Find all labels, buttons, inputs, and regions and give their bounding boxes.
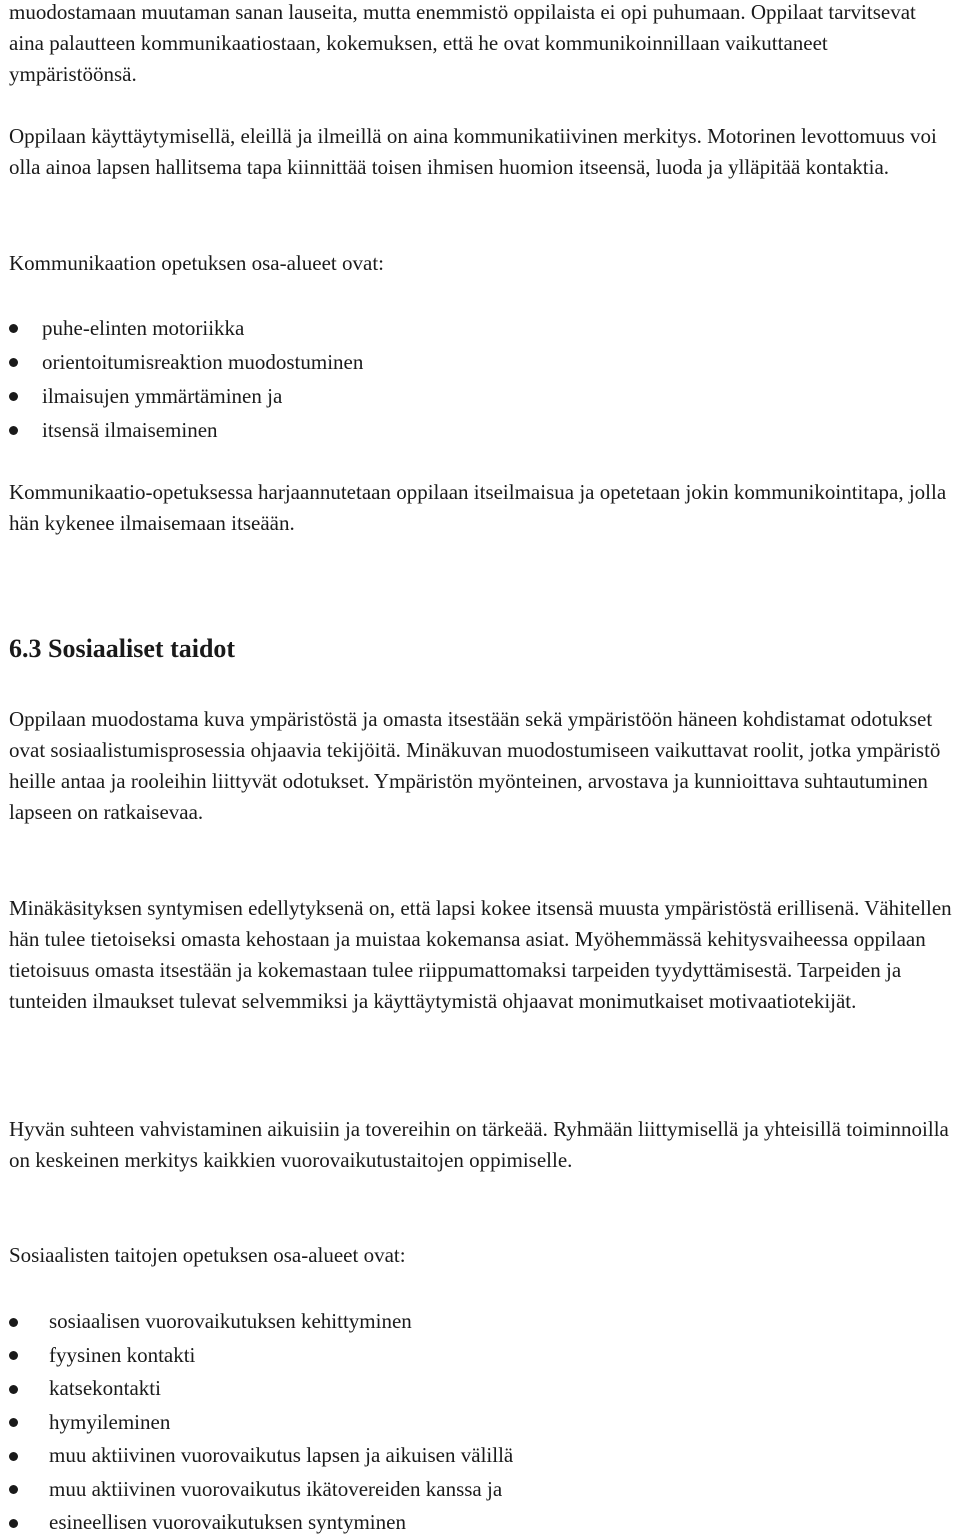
bullet-icon [9, 358, 18, 367]
list-item: sosiaalisen vuorovaikutuksen kehittyminen [9, 1305, 954, 1339]
bullet-icon [9, 392, 18, 401]
list-item: hymyileminen [9, 1406, 954, 1440]
list-item: ilmaisujen ymmärtäminen ja [9, 379, 954, 413]
list-item: fyysinen kontakti [9, 1339, 954, 1373]
bullet-icon [9, 1485, 18, 1494]
list-item: orientoitumisreaktion muodostuminen [9, 345, 954, 379]
list-item: esineellisen vuorovaikutuksen syntyminen [9, 1506, 954, 1540]
list-item: itsensä ilmaiseminen [9, 413, 954, 447]
section-heading: 6.3 Sosiaaliset taidot [9, 634, 236, 663]
paragraph-self-concept: Minäkäsityksen syntymisen edellytyksenä on, että lapsi kokee itsensä muusta ympäristöstä erillisenä. Vähitellen hän tulee tietoiseksi omasta kehostaan ja muistaa kokemansa asiat. Myöhemmässä kehitysvaiheessa oppilaan tietoisuus omasta itsestään ja kokemastaan tulee riippumattomaksi tarpeiden tyydyttämisestä. Tarpeiden ja tunteiden ilmaukset tulevat selvemmiksi ja käyttäytymistä ohjaavat monimutkaiset motivaatiotekijät. [9, 896, 952, 1013]
bullet-icon [9, 324, 18, 333]
communication-areas-list [9, 311, 954, 447]
list-item: katsekontakti [9, 1372, 954, 1406]
list-item: puhe-elinten motoriikka [9, 311, 954, 345]
paragraph-relationships: Hyvän suhteen vahvistaminen aikuisiin ja tovereihin on tärkeää. Ryhmään liittymisellä ja yhteisillä toiminnoilla on keskeinen merkitys kaikkien vuorovaikutustaitojen oppimiselle. [9, 1117, 949, 1172]
bullet-icon [9, 1351, 18, 1360]
paragraph-intro-continuation: muodostamaan muutaman sanan lauseita, mutta enemmistö oppilaista ei opi puhumaan. Oppilaat tarvitsevat aina palautteen kommunikaatiostaan, kokemuksen, että he ovat kommunikoinnillaan vaikuttaneet ympäristöönsä. [9, 0, 916, 86]
paragraph-social-areas-intro: Sosiaalisten taitojen opetuksen osa-alueet ovat: [9, 1243, 406, 1267]
bullet-icon [9, 1318, 18, 1327]
bullet-icon [9, 1519, 18, 1528]
social-skills-list [9, 1305, 954, 1540]
bullet-icon [9, 1385, 18, 1394]
paragraph-self-image: Oppilaan muodostama kuva ympäristöstä ja omasta itsestään sekä ympäristöön häneen kohdistamat odotukset ovat sosiaalistumisprosessia ohjaavia tekijöitä. Minäkuvan muodostumiseen vaikuttavat roolit, jotka ympäristö heille antaa ja rooleihin liittyvät odotukset. Ympäristön myönteinen, arvostava ja kunnioittava suhtautuminen lapseen on ratkaisevaa. [9, 707, 941, 824]
list-item: muu aktiivinen vuorovaikutus ikätovereiden kanssa ja [9, 1473, 954, 1507]
paragraph-communication-areas-intro: Kommunikaation opetuksen osa-alueet ovat: [9, 251, 384, 275]
bullet-icon [9, 1452, 18, 1461]
bullet-icon [9, 426, 18, 435]
paragraph-behavior-meaning: Oppilaan käyttäytymisellä, eleillä ja ilmeillä on aina kommunikatiivinen merkitys. Motorinen levottomuus voi olla ainoa lapsen hallitsema tapa kiinnittää toisen ihmisen huomion itseensä, luoda ja ylläpitää kontaktia. [9, 124, 937, 179]
paragraph-communication-teaching: Kommunikaatio-opetuksessa harjaannutetaan oppilaan itseilmaisua ja opetetaan jokin kommunikointitapa, jolla hän kykenee ilmaisemaan itseään. [9, 480, 947, 535]
list-item: muu aktiivinen vuorovaikutus lapsen ja aikuisen välillä [9, 1439, 954, 1473]
bullet-icon [9, 1418, 18, 1427]
